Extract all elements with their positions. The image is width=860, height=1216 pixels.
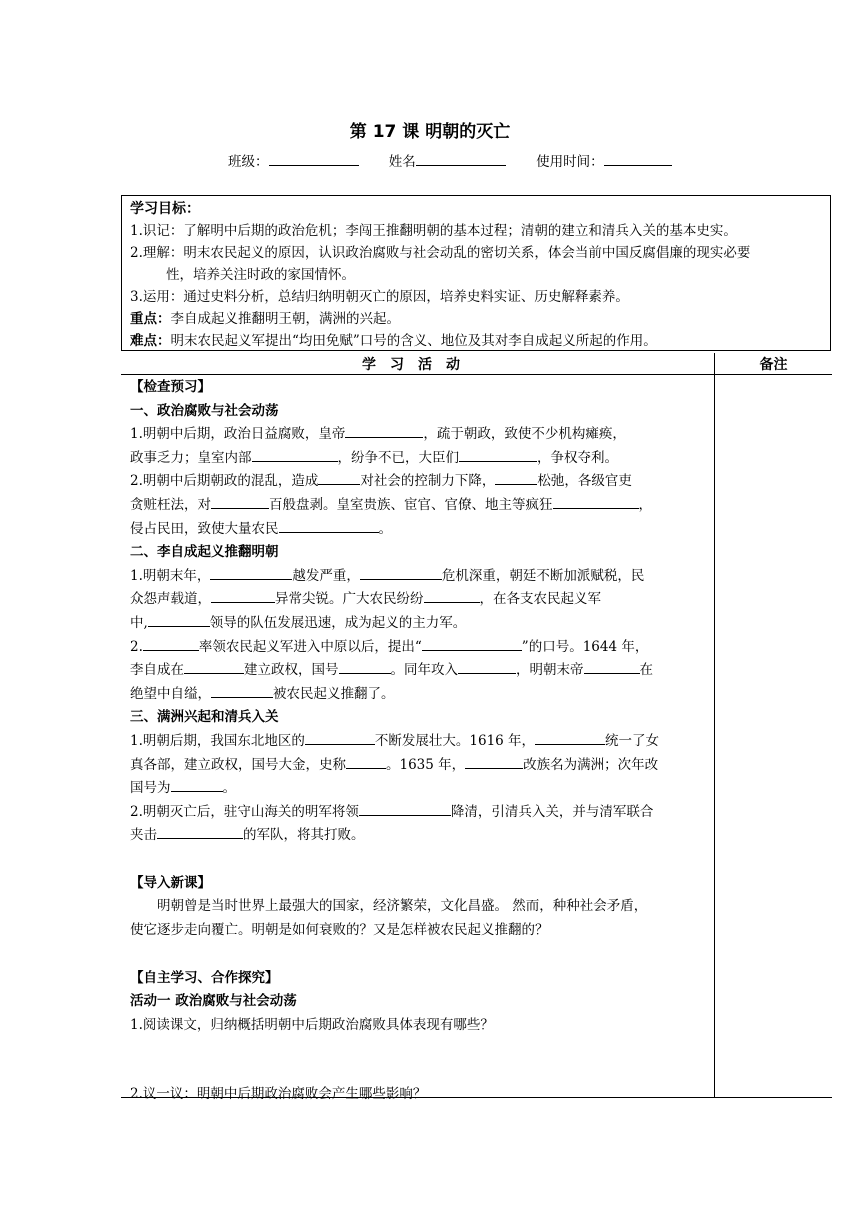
section-heading-politics: 一、政治腐败与社会动荡	[130, 402, 279, 419]
question-line: 绝望中自缢， 被农民起义推翻了。	[130, 683, 710, 707]
fill-blank[interactable]	[495, 470, 537, 485]
question-line: 中, 领导的队伍发展迅速，成为起义的主力军。	[130, 612, 710, 636]
fill-blank[interactable]	[211, 494, 269, 509]
fill-blank[interactable]	[360, 565, 442, 580]
class-blank[interactable]	[269, 152, 359, 166]
preview-heading: 【检查预习】	[130, 379, 211, 395]
question-line: 国号为 。	[130, 777, 710, 801]
class-field[interactable]	[228, 150, 359, 170]
question-one: 1.阅读课文，归纳概括明朝中后期政治腐败具体表现有哪些？	[130, 1016, 494, 1033]
key-point-label: 重点：	[130, 311, 171, 327]
fill-blank[interactable]	[305, 730, 375, 745]
page-title: 第 17 课 明朝的灭亡	[349, 122, 511, 142]
question-line: 2.明朝灭亡后，驻守山海关的明军将领 降清，引清兵入关，并与清军联合	[130, 801, 710, 825]
question-line: 1.明朝中后期，政治日益腐败，皇帝 ，疏于朝政，致使不少机构瘫痪，	[130, 423, 710, 447]
key-point-text: 李自成起义推翻明王朝，满洲的兴起。	[170, 311, 400, 327]
fill-blank[interactable]	[318, 470, 360, 485]
intro-paragraph: 明朝曾是当时世界上最强大的国家，经济繁荣，文化昌盛。 然而，种种社会矛盾，	[157, 898, 648, 915]
objective-understand-cont: 性，培养关注时政的家国情怀。	[166, 267, 355, 283]
fill-blank[interactable]	[465, 754, 523, 769]
fill-blank[interactable]	[157, 824, 243, 839]
question-line: 1.明朝后期，我国东北地区的 不断发展壮大。1616 年， 统一了女	[130, 730, 710, 754]
intro-paragraph-cont: 使它逐步走向覆亡。明朝是如何衰败的？又是怎样被农民起义推翻的？	[130, 922, 549, 939]
activity-one-title: 活动一 政治腐败与社会动荡	[130, 993, 297, 1010]
objective-apply: 3.运用：通过史料分析，总结归纳明朝灭亡的原因，培养史料实证、历史解释素养。	[130, 289, 629, 305]
objective-understand: 2.理解：明末农民起义的原因，认识政治腐败与社会动乱的密切关系，体会当前中国反腐倡廉的现实必要	[130, 245, 751, 261]
column-divider	[714, 353, 715, 1097]
answer-space[interactable]	[130, 1037, 710, 1083]
fill-blank[interactable]	[422, 636, 522, 651]
fill-blank[interactable]	[346, 754, 386, 769]
fill-blank[interactable]	[279, 518, 379, 533]
question-line: 夹击 的军队，将其打败。	[130, 824, 710, 848]
difficult-point-label: 难点：	[130, 333, 171, 349]
fill-blank[interactable]	[359, 801, 451, 816]
name-blank[interactable]	[416, 152, 506, 166]
spacer	[130, 943, 710, 967]
activity-table-header	[121, 353, 832, 375]
question-line: 李自成在 建立政权，国号 。同年攻入 ，明朝末帝 在	[130, 659, 710, 683]
intro-heading: 【导入新课】	[130, 874, 211, 891]
question-line: 真各部，建立政权，国号大金，史称 。1635 年， 改族名为满洲；次年改	[130, 754, 710, 778]
activity-column-title: 学习活动	[362, 357, 474, 373]
question-line: 政事乏力；皇室内部 ，纷争不已，大臣们 ，争权夺利。	[130, 447, 710, 471]
fill-blank[interactable]	[211, 588, 275, 603]
question-line: 贪赃枉法，对 百般盘剥。皇室贵族、宦官、官僚、地主等疯狂 ，	[130, 494, 710, 518]
learning-objectives-box	[121, 195, 831, 351]
difficult-point	[130, 330, 822, 352]
fill-blank[interactable]	[458, 659, 516, 674]
question-line: 2. 率领农民起义军进入中原以后，提出“ ”的口号。1644 年，	[130, 636, 710, 660]
question-line: 1.明朝末年， 越发严重， 危机深重，朝廷不断加派赋税，民	[130, 565, 710, 589]
question-line: 侵占民田，致使大量农民 。	[130, 518, 710, 542]
activity-content	[130, 376, 710, 1107]
question-line: 众怨声载道， 异常尖锐。广大农民纷纷 ，在各支农民起义军	[130, 588, 710, 612]
question-two: 2.议一议：明朝中后期政治腐败会产生哪些影响？	[130, 1086, 427, 1103]
spacer	[130, 848, 710, 872]
name-field[interactable]	[389, 150, 506, 170]
fill-blank[interactable]	[184, 659, 244, 674]
class-label: 班级：	[228, 154, 269, 170]
fill-blank[interactable]	[535, 730, 605, 745]
fill-blank[interactable]	[339, 659, 391, 674]
fill-blank[interactable]	[252, 447, 338, 462]
fill-blank[interactable]	[459, 447, 537, 462]
fill-blank[interactable]	[143, 636, 199, 651]
fill-blank[interactable]	[148, 612, 210, 627]
fill-blank[interactable]	[424, 588, 480, 603]
fill-blank[interactable]	[345, 423, 423, 438]
section-heading-manchu: 三、满洲兴起和清兵入关	[130, 709, 279, 726]
question-line: 2.明朝中后期朝政的混乱，造成 对社会的控制力下降， 松弛，各级官吏	[130, 470, 710, 494]
name-label: 姓名	[388, 154, 416, 170]
time-label: 使用时间：	[536, 154, 604, 170]
objective-recall: 1.识记：了解明中后期的政治危机；李闯王推翻明朝的基本过程；清朝的建立和清兵入关的基本史实。	[130, 223, 737, 239]
key-point	[130, 308, 822, 330]
fill-blank[interactable]	[171, 777, 223, 792]
time-blank[interactable]	[604, 152, 672, 166]
fill-blank[interactable]	[584, 659, 640, 674]
section-heading-uprising: 二、李自成起义推翻明朝	[130, 544, 279, 561]
self-study-heading: 【自主学习、合作探究】	[130, 969, 279, 986]
time-field[interactable]	[536, 150, 672, 170]
objectives-heading: 学习目标：	[130, 201, 200, 217]
notes-column-title: 备注	[759, 357, 788, 373]
fill-blank[interactable]	[553, 494, 639, 509]
student-info-row	[228, 150, 698, 170]
fill-blank[interactable]	[211, 683, 273, 698]
fill-blank[interactable]	[210, 565, 292, 580]
difficult-point-text: 明末农民起义军提出“均田免赋”口号的含义、地位及其对李自成起义所起的作用。	[170, 333, 657, 349]
